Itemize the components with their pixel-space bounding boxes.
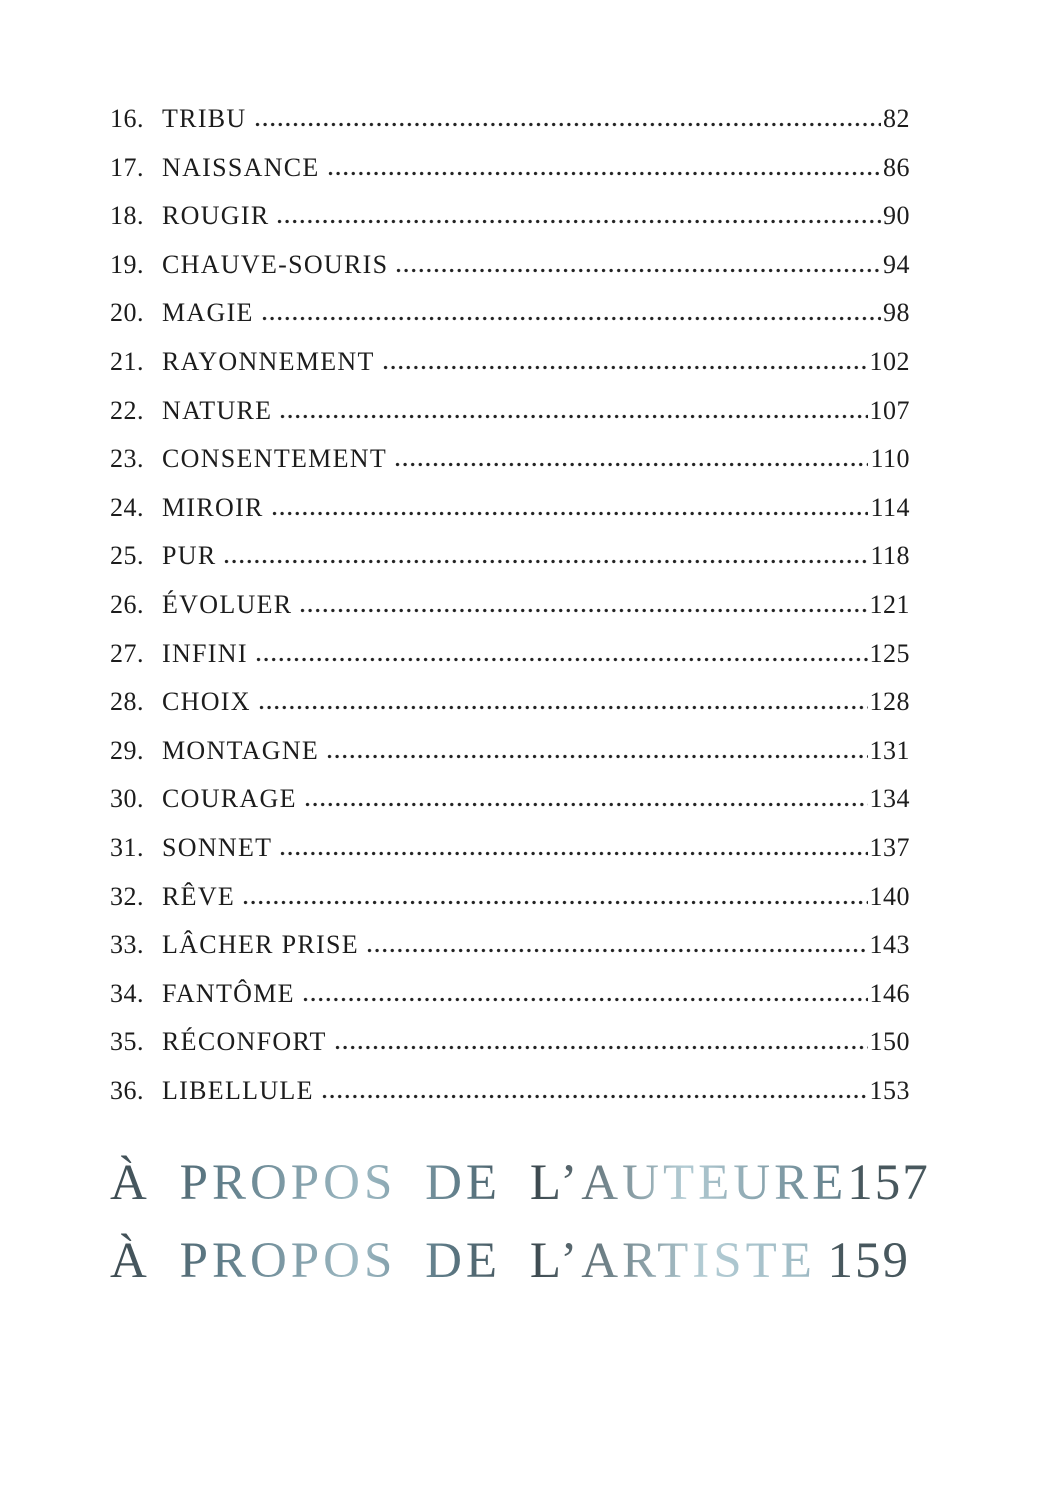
toc-entry-title: FANTÔME — [162, 978, 295, 1008]
toc-entry-number: 30. — [110, 784, 144, 814]
toc-entry — [110, 930, 910, 979]
dot-leader — [322, 1094, 868, 1099]
toc-entry-title: CONSENTEMENT — [162, 444, 388, 474]
toc-entry — [110, 590, 910, 639]
toc-entry-number: 21. — [110, 346, 144, 376]
dot-leader — [224, 559, 868, 564]
toc-entry — [110, 833, 910, 882]
toc-entry-number: 16. — [110, 104, 144, 133]
toc-entry-title: MIROIR — [162, 492, 264, 522]
dot-leader — [367, 948, 868, 953]
toc-entry — [110, 493, 910, 542]
toc-entry — [110, 1027, 910, 1076]
toc-entry — [110, 396, 910, 445]
toc-entry-title: TRIBU — [162, 104, 247, 133]
toc-entry-title: COURAGE — [162, 784, 297, 814]
about-row — [110, 1232, 910, 1310]
toc-entry-title: ROUGIR — [162, 201, 270, 231]
dot-leader — [277, 219, 881, 224]
about-page-number: 157 — [847, 1155, 930, 1212]
toc-entry-page: 98 — [883, 298, 910, 328]
toc-entry-number: 25. — [110, 541, 144, 571]
toc-entry-number: 26. — [110, 589, 144, 619]
toc-entry-page: 125 — [869, 638, 910, 668]
toc-entry-title: LÂCHER PRISE — [162, 930, 359, 960]
toc-entry-title: RÉCONFORT — [162, 1027, 327, 1057]
toc-entry — [110, 1076, 910, 1125]
dot-leader — [396, 268, 881, 273]
toc-entry-number: 36. — [110, 1075, 144, 1105]
toc-entry-number: 22. — [110, 395, 144, 425]
dot-leader — [303, 997, 868, 1002]
dot-leader — [243, 900, 867, 905]
toc-entry-page: 107 — [869, 395, 910, 425]
dot-leader — [256, 657, 868, 662]
toc-entry-number: 17. — [110, 152, 144, 182]
toc-entry-number: 29. — [110, 735, 144, 765]
about-row — [110, 1154, 930, 1232]
dot-leader — [300, 608, 867, 613]
dot-leader — [335, 1045, 868, 1050]
toc-entry-number: 33. — [110, 930, 144, 960]
toc-entry-title: MAGIE — [162, 298, 254, 328]
toc-entry — [110, 784, 910, 833]
toc-entry — [110, 104, 910, 153]
toc-entry-page: 153 — [869, 1075, 910, 1105]
about-section — [110, 1154, 930, 1310]
toc-entry-title: INFINI — [162, 638, 248, 668]
about-heading: À PROPOS DE L’AUTEURE — [110, 1155, 848, 1212]
dot-leader — [395, 462, 868, 467]
dot-leader — [383, 365, 868, 370]
toc-entry-title: LIBELLULE — [162, 1075, 314, 1105]
toc-entry-title: NATURE — [162, 395, 273, 425]
dot-leader — [272, 511, 869, 516]
toc-entry — [110, 687, 910, 736]
toc-entry-page: 86 — [883, 152, 910, 182]
toc-entry-number: 27. — [110, 638, 144, 668]
toc-entry-page: 110 — [870, 444, 910, 474]
toc-entry-title: RÊVE — [162, 881, 236, 911]
toc-entry-page: 128 — [869, 687, 910, 717]
toc-entry — [110, 541, 910, 590]
toc-entry — [110, 736, 910, 785]
toc-entry-page: 90 — [883, 201, 910, 231]
toc-entry — [110, 347, 910, 396]
toc-entry-number: 24. — [110, 492, 144, 522]
toc-entry-number: 20. — [110, 298, 144, 328]
toc-entry-page: 102 — [869, 346, 910, 376]
about-page-number: 159 — [827, 1233, 910, 1290]
toc-entry-number: 18. — [110, 201, 144, 231]
toc-entry — [110, 882, 910, 931]
dot-leader — [327, 754, 867, 759]
toc-entry-number: 35. — [110, 1027, 144, 1057]
toc-entry — [110, 639, 910, 688]
dot-leader — [280, 851, 867, 856]
about-heading: À PROPOS DE L’ARTISTE — [110, 1233, 816, 1290]
toc-entry-page: 134 — [869, 784, 910, 814]
table-of-contents — [110, 104, 910, 1124]
toc-entry-title: CHAUVE-SOURIS — [162, 249, 389, 279]
dot-leader — [259, 705, 868, 710]
toc-entry-page: 146 — [869, 978, 910, 1008]
toc-entry-number: 32. — [110, 881, 144, 911]
toc-entry-number: 28. — [110, 687, 144, 717]
toc-entry — [110, 444, 910, 493]
toc-entry-page: 150 — [869, 1027, 910, 1057]
toc-entry-number: 34. — [110, 978, 144, 1008]
toc-entry-page: 131 — [869, 735, 910, 765]
dot-leader — [255, 122, 882, 127]
dot-leader — [262, 316, 881, 321]
toc-entry-number: 19. — [110, 249, 144, 279]
toc-entry-title: CHOIX — [162, 687, 251, 717]
toc-entry-title: MONTAGNE — [162, 735, 320, 765]
toc-entry-page: 118 — [870, 541, 910, 571]
toc-entry-page: 143 — [869, 930, 910, 960]
dot-leader — [305, 802, 868, 807]
toc-entry — [110, 153, 910, 202]
toc-entry-number: 23. — [110, 444, 144, 474]
toc-entry-title: RAYONNEMENT — [162, 346, 375, 376]
dot-leader — [280, 414, 867, 419]
toc-entry-page: 137 — [869, 832, 910, 862]
toc-entry-page: 94 — [883, 249, 910, 279]
toc-entry — [110, 298, 910, 347]
toc-entry-page: 121 — [869, 589, 910, 619]
toc-entry-page: 82 — [883, 104, 910, 133]
toc-entry-page: 140 — [869, 881, 910, 911]
toc-entry — [110, 979, 910, 1028]
dot-leader — [328, 171, 881, 176]
toc-entry-number: 31. — [110, 832, 144, 862]
toc-entry-title: ÉVOLUER — [162, 589, 293, 619]
toc-entry-page: 114 — [870, 492, 910, 522]
toc-entry — [110, 201, 910, 250]
toc-entry-title: PUR — [162, 541, 217, 571]
toc-entry-title: SONNET — [162, 832, 273, 862]
toc-entry — [110, 250, 910, 299]
toc-entry-title: NAISSANCE — [162, 152, 320, 182]
